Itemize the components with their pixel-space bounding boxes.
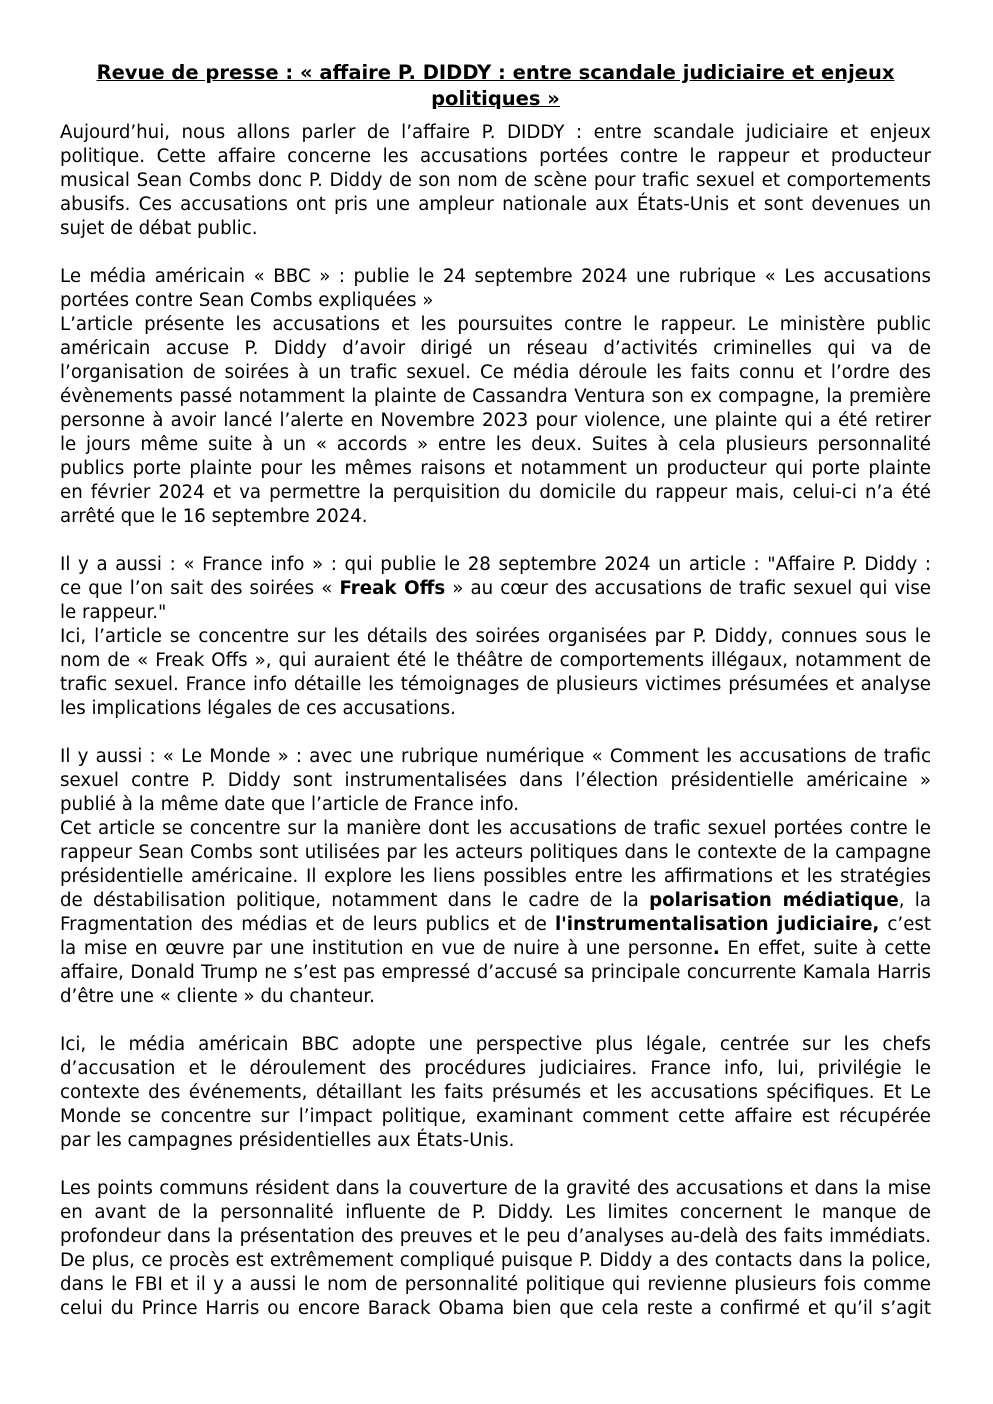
text-line: Il y a aussi : « France info » : qui publie le 28 septembre 2024 un article : "Affaire P. Diddy : (60, 554, 931, 575)
text-line: Aujourd’hui, nous allons parler de l’affaire P. DIDDY : entre scandale judiciaire et enjeux (60, 122, 931, 143)
text-line: en février 2024 et va permettre la perquisition du domicile du rappeur mais, celui-ci n’a été (60, 482, 931, 503)
text-segment: En effet, suite à cette (719, 938, 931, 959)
text-line: Il y aussi : « Le Monde » : avec une rubrique numérique « Comment les accusations de trafic (60, 746, 931, 767)
bold-period: . (712, 938, 720, 959)
text-line (60, 889, 931, 913)
text-line: arrêté que le 16 septembre 2024. (60, 506, 368, 527)
text-line: rappeur Sean Combs sont utilisées par les acteurs politiques dans le contexte de la campagne (60, 842, 931, 863)
text-line (60, 937, 931, 961)
text-line: Ici, l’article se concentre sur les détails des soirées organisées par P. Diddy, connues sous le (60, 626, 931, 647)
bold-term-polarisation: polarisation médiatique (649, 890, 899, 911)
text-segment: , la (898, 890, 931, 911)
text-line: abusifs. Ces accusations ont pris une ampleur nationale aux États-Unis et sont devenues un (60, 194, 931, 215)
text-segment: ce que l’on sait des soirées « (60, 578, 340, 599)
text-line: publié à la même date que l’article de France info. (60, 794, 520, 815)
paragraph-bbc-intro (60, 265, 931, 313)
text-line: évènements passé notamment la plainte de Cassandra Ventura son ex compagne, la première (60, 386, 931, 407)
text-line: affaire, Donald Trump ne s’est pas empressé d’accusé sa principale concurrente Kamala Harris (60, 962, 931, 983)
text-line: celui du Prince Harris ou encore Barack Obama bien que cela reste a confirmé et qu’il s’agit (60, 1298, 931, 1319)
text-line: profondeur dans la présentation des preuves et le peu d’analyses au-delà des faits immédiats. (60, 1226, 931, 1247)
document-title (60, 60, 931, 112)
text-segment: Fragmentation des médias et de leurs publics et de (60, 914, 555, 935)
paragraph-lemonde-body (60, 817, 931, 1009)
text-line: De plus, ce procès est extrêmement compliqué puisque P. Diddy a des contacts dans la police, (60, 1250, 931, 1271)
text-line: sujet de débat public. (60, 218, 258, 239)
paragraph-franceinfo-body (60, 625, 931, 721)
text-line: l’organisation de soirées à un trafic sexuel. Ce média déroule les faits connu et l’ordre des (60, 362, 931, 383)
title-line-2: politiques » (431, 87, 560, 110)
text-line: Les points communs résident dans la couverture de la gravité des accusations et dans la mise (60, 1178, 931, 1199)
paragraph-comparison (60, 1033, 931, 1153)
paragraph-franceinfo-intro (60, 553, 931, 625)
text-line: américain accuse P. Diddy d’avoir dirigé un réseau d’activités criminelles qui va de (60, 338, 931, 359)
text-line: Cet article se concentre sur la manière dont les accusations de trafic sexuel portées contre le (60, 818, 931, 839)
text-line: Monde se concentre sur l’impact politique, examinant comment cette affaire est récupérée (60, 1106, 931, 1127)
text-line: personne à avoir lancé l’alerte en Novembre 2023 pour violence, une plainte qui a été retirer (60, 410, 931, 431)
text-line: publics porte plainte pour les mêmes raisons et notamment un producteur qui porte plainte (60, 458, 931, 479)
text-line: Le média américain « BBC » : publie le 24 septembre 2024 une rubrique « Les accusations (60, 266, 931, 287)
text-line: en avant de la personnalité influente de P. Diddy. Les limites concernent le manque de (60, 1202, 931, 1223)
text-line: sexuel contre P. Diddy sont instrumentalisées dans l’élection présidentielle américaine » (60, 770, 931, 791)
text-line: nom de « Freak Offs », qui auraient été le théâtre de comportements illégaux, notamment de (60, 650, 931, 671)
text-line: par les campagnes présidentielles aux États-Unis. (60, 1130, 515, 1151)
text-line (60, 577, 931, 601)
text-line: dans le FBI et il y a aussi le nom de personnalité politique qui revienne plusieurs fois comme (60, 1274, 931, 1295)
text-line: politique. Cette affaire concerne les accusations portées contre le rappeur et producteur (60, 146, 931, 167)
text-line: trafic sexuel. France info détaille les témoignages de plusieurs victimes présumées et analyse (60, 674, 931, 695)
text-line: L’article présente les accusations et les poursuites contre le rappeur. Le ministère public (60, 314, 931, 335)
text-segment: la mise en œuvre par une institution en vue de nuire à une personne (60, 938, 713, 959)
text-line: présidentielle américaine. Il explore les liens possibles entre les affirmations et les stratégies (60, 866, 931, 887)
text-line: musical Sean Combs donc P. Diddy de son nom de scène pour trafic sexuel et comportements (60, 170, 931, 191)
bold-term-freak-offs: Freak Offs (339, 578, 446, 599)
text-line: contexte des événements, détaillant les faits présumés et les accusations spécifiques. Et Le (60, 1082, 931, 1103)
text-segment: c’est (879, 914, 931, 935)
paragraph-common-points (60, 1177, 931, 1321)
paragraph-bbc-body (60, 313, 931, 529)
text-line: les implications légales de ces accusations. (60, 698, 456, 719)
text-line: le rappeur." (60, 602, 167, 623)
document-page (60, 60, 931, 1321)
paragraph-intro (60, 121, 931, 241)
text-line: d’être une « cliente » du chanteur. (60, 986, 375, 1007)
title-line-1: Revue de presse : « affaire P. DIDDY : entre scandale judiciaire et enjeux (96, 61, 895, 84)
bold-term-instrumentalisation: l'instrumentalisation judiciaire, (554, 914, 880, 935)
paragraph-lemonde-intro (60, 745, 931, 817)
text-segment: » au cœur des accusations de trafic sexuel qui vise (445, 578, 931, 599)
text-line: d’accusation et le déroulement des procédures judiciaires. France info, lui, privilégie le (60, 1058, 931, 1079)
text-line: le jours même suite à un « accords » entre les deux. Suites à cela plusieurs personnalité (60, 434, 931, 455)
text-line: Ici, le média américain BBC adopte une perspective plus légale, centrée sur les chefs (60, 1034, 931, 1055)
text-line: portées contre Sean Combs expliquées » (60, 290, 434, 311)
text-line (60, 913, 931, 937)
text-segment: de déstabilisation politique, notamment dans le cadre de la (60, 890, 650, 911)
